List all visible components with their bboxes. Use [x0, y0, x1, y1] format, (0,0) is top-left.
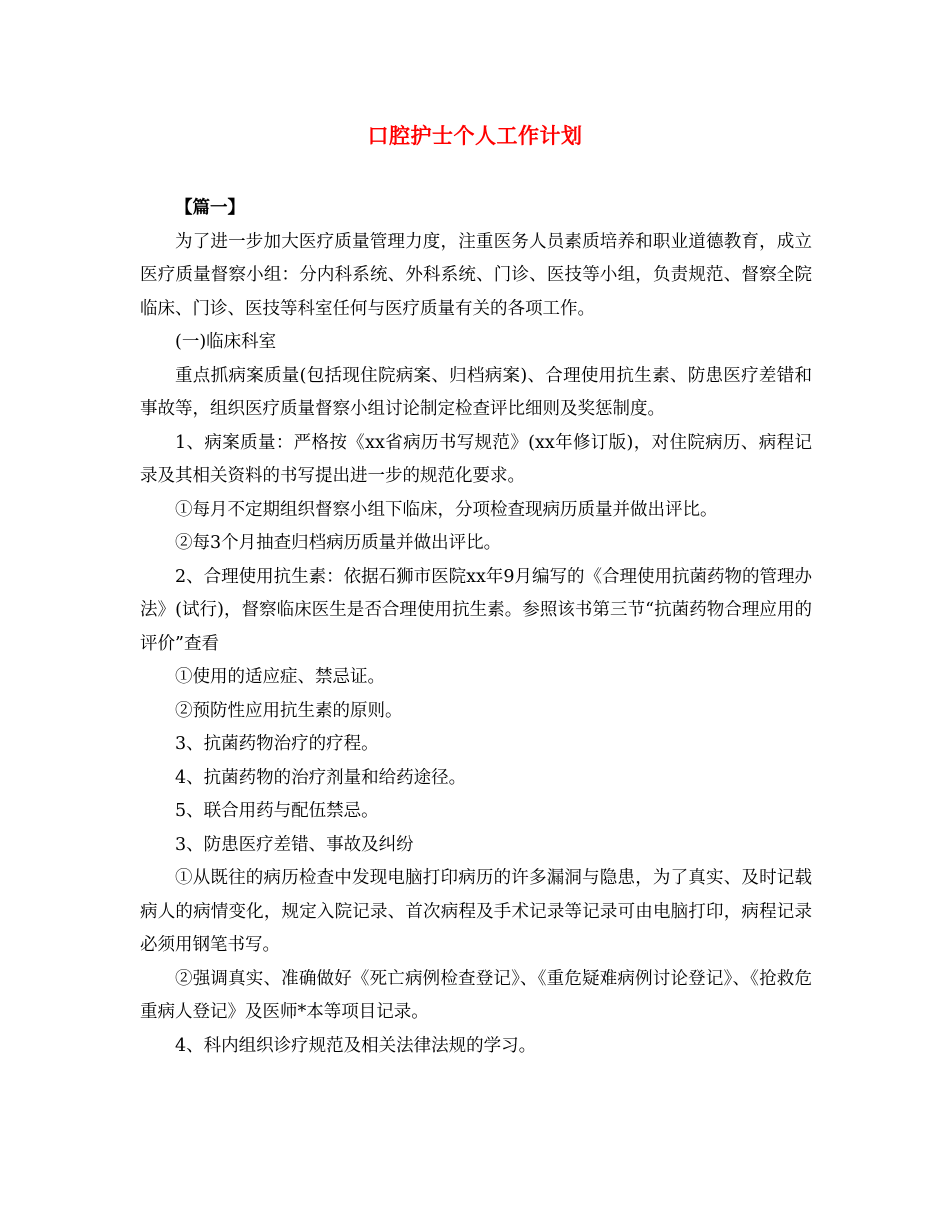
document-body: [140, 192, 812, 1063]
list-item: 3、防患医疗差错、事故及纠纷: [175, 834, 414, 855]
list-item: ②强调真实、准确做好《死亡病例检查登记》、《重危疑难病例讨论登记》、《抢救危重病人登记》及医师*本等项目记录。: [140, 968, 812, 1022]
list-item: ①使用的适应症、禁忌证。: [175, 667, 385, 687]
section-heading: 【篇一】: [175, 198, 245, 218]
document-title: 口腔护士个人工作计划: [367, 123, 583, 148]
list-item: 4、抗菌药物的治疗剂量和给药途径。: [175, 767, 467, 788]
list-item: 1、病案质量：严格按《xx省病历书写规范》(xx年修订版)，对住院病历、病程记录及其相关资料的书写提出进一步的规范化要求。: [140, 432, 812, 486]
list-item: 4、科内组织诊疗规范及相关法律法规的学习。: [175, 1035, 537, 1056]
paragraph: 为了进一步加大医疗质量管理力度，注重医务人员素质培养和职业道德教育，成立医疗质量督察小组：分内科系统、外科系统、门诊、医技等小组，负责规范、督察全院临床、门诊、医技等科室任何与医疗质量有关的各项工作。: [140, 231, 812, 319]
paragraph: 重点抓病案质量(包括现住院病案、归档病案)、合理使用抗生素、防患医疗差错和事故等，组织医疗质量督察小组讨论制定检查评比细则及奖惩制度。: [140, 365, 812, 419]
list-item: ①每月不定期组织督察小组下临床，分项检查现病历质量并做出评比。: [175, 499, 718, 520]
list-item: ②每3个月抽查归档病历质量并做出评比。: [175, 533, 502, 553]
list-item: ②预防性应用抗生素的原则。: [175, 700, 403, 721]
list-item: 3、抗菌药物治疗的疗程。: [175, 734, 379, 754]
subsection-heading: (一)临床科室: [175, 332, 277, 352]
list-item: ①从既往的病历检查中发现电脑打印病历的许多漏洞与隐患，为了真实、及时记载病人的病情变化，规定入院记录、首次病程及手术记录等记录可由电脑打印，病程记录必须用钢笔书写。: [140, 868, 812, 955]
list-item: 5、联合用药与配伍禁忌。: [175, 801, 379, 821]
list-item: 2、合理使用抗生素：依据石狮市医院xx年9月编写的《合理使用抗菌药物的管理办法》(试行)，督察临床医生是否合理使用抗生素。参照该书第三节“抗菌药物合理应用的评价”查看: [140, 566, 813, 654]
